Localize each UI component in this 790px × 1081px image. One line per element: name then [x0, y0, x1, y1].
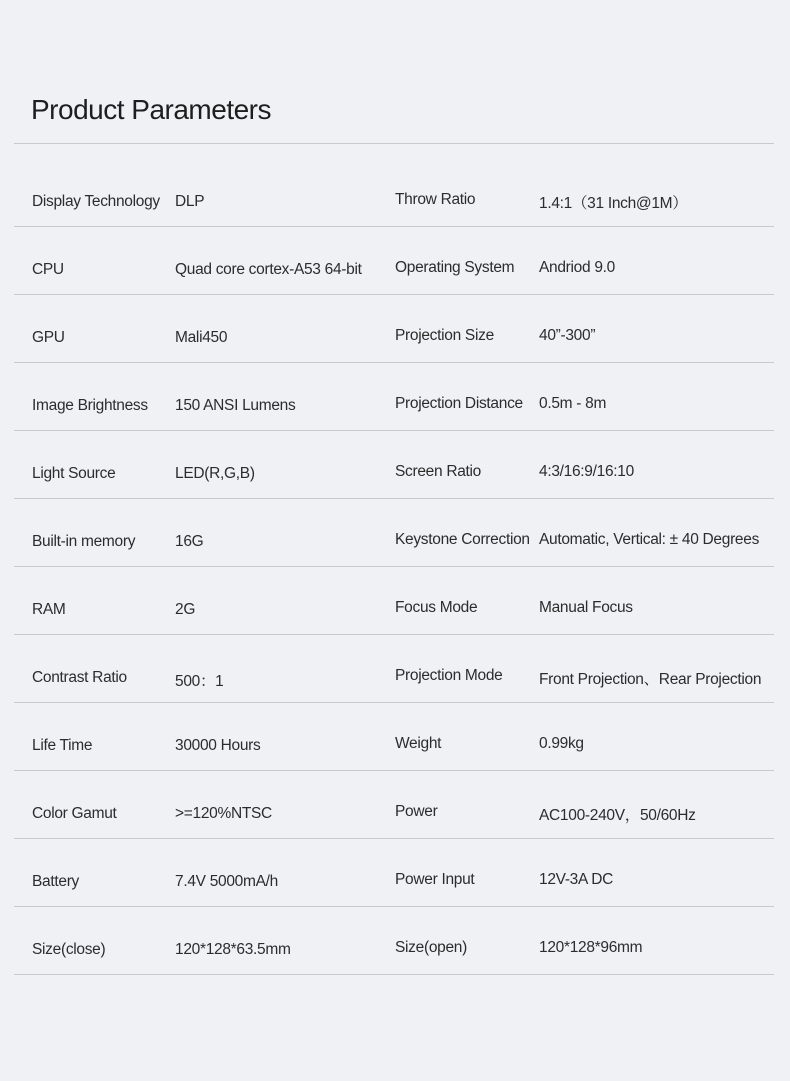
spec-label: Operating System: [395, 259, 515, 276]
spec-row: [14, 499, 774, 567]
spec-row: [14, 363, 774, 431]
spec-label: RAM: [32, 601, 66, 618]
spec-label: Light Source: [32, 465, 116, 482]
spec-label: Throw Ratio: [395, 191, 476, 208]
spec-value: Andriod 9.0: [539, 259, 615, 276]
spec-value: LED(R,G,B): [175, 465, 255, 482]
spec-row: [14, 703, 774, 771]
spec-label: Projection Distance: [395, 395, 523, 412]
spec-row: [14, 159, 774, 227]
spec-label: Projection Mode: [395, 667, 503, 684]
spec-label: Screen Ratio: [395, 463, 482, 480]
spec-row: [14, 227, 774, 295]
spec-label: Life Time: [32, 737, 93, 754]
spec-row: [14, 431, 774, 499]
spec-row: [14, 295, 774, 363]
spec-label: GPU: [32, 329, 65, 346]
spec-label: Image Brightness: [32, 397, 148, 414]
spec-value: DLP: [175, 193, 205, 210]
spec-label: Size(close): [32, 941, 106, 958]
spec-label: Built-in memory: [32, 533, 136, 550]
page-title: Product Parameters: [31, 94, 271, 125]
spec-row: [14, 635, 774, 703]
spec-row: [14, 771, 774, 839]
spec-value: 30000 Hours: [175, 737, 261, 754]
spec-value: 4:3/16:9/16:10: [539, 463, 634, 480]
spec-value: 7.4V 5000mA/h: [175, 873, 278, 890]
spec-value: 0.99kg: [539, 735, 584, 752]
title-divider: [14, 143, 774, 144]
spec-row: [14, 839, 774, 907]
spec-table: [14, 159, 774, 975]
spec-label: Power Input: [395, 871, 475, 888]
spec-label: Focus Mode: [395, 599, 478, 616]
spec-label: CPU: [32, 261, 64, 278]
spec-label: Battery: [32, 873, 80, 890]
spec-value: 500：1: [175, 673, 224, 690]
spec-value: 120*128*63.5mm: [175, 941, 291, 958]
spec-row: [14, 567, 774, 635]
spec-value: 1.4:1（31 Inch@1M）: [539, 195, 688, 212]
spec-label: Display Technology: [32, 193, 160, 210]
spec-value: 40”-300”: [539, 327, 596, 344]
spec-value: >=120%NTSC: [175, 805, 272, 822]
spec-value: Front Projection、Rear Projection: [539, 671, 762, 688]
spec-label: Power: [395, 803, 438, 820]
spec-label: Weight: [395, 735, 442, 752]
spec-value: Mali450: [175, 329, 228, 346]
spec-label: Projection Size: [395, 327, 494, 344]
spec-label: Color Gamut: [32, 805, 117, 822]
spec-value: 0.5m - 8m: [539, 395, 607, 412]
spec-value: 120*128*96mm: [539, 939, 643, 956]
spec-value: Automatic, Vertical: ± 40 Degrees: [539, 531, 760, 548]
spec-value: Quad core cortex-A53 64-bit: [175, 261, 362, 278]
spec-label: Contrast Ratio: [32, 669, 127, 686]
spec-value: AC100-240V，50/60Hz: [539, 807, 696, 824]
spec-row: [14, 907, 774, 975]
spec-label: Keystone Correction: [395, 531, 530, 548]
spec-value: 150 ANSI Lumens: [175, 397, 296, 414]
spec-value: 12V-3A DC: [539, 871, 613, 888]
spec-value: 2G: [175, 601, 196, 618]
spec-value: Manual Focus: [539, 599, 633, 616]
spec-value: 16G: [175, 533, 204, 550]
spec-label: Size(open): [395, 939, 467, 956]
